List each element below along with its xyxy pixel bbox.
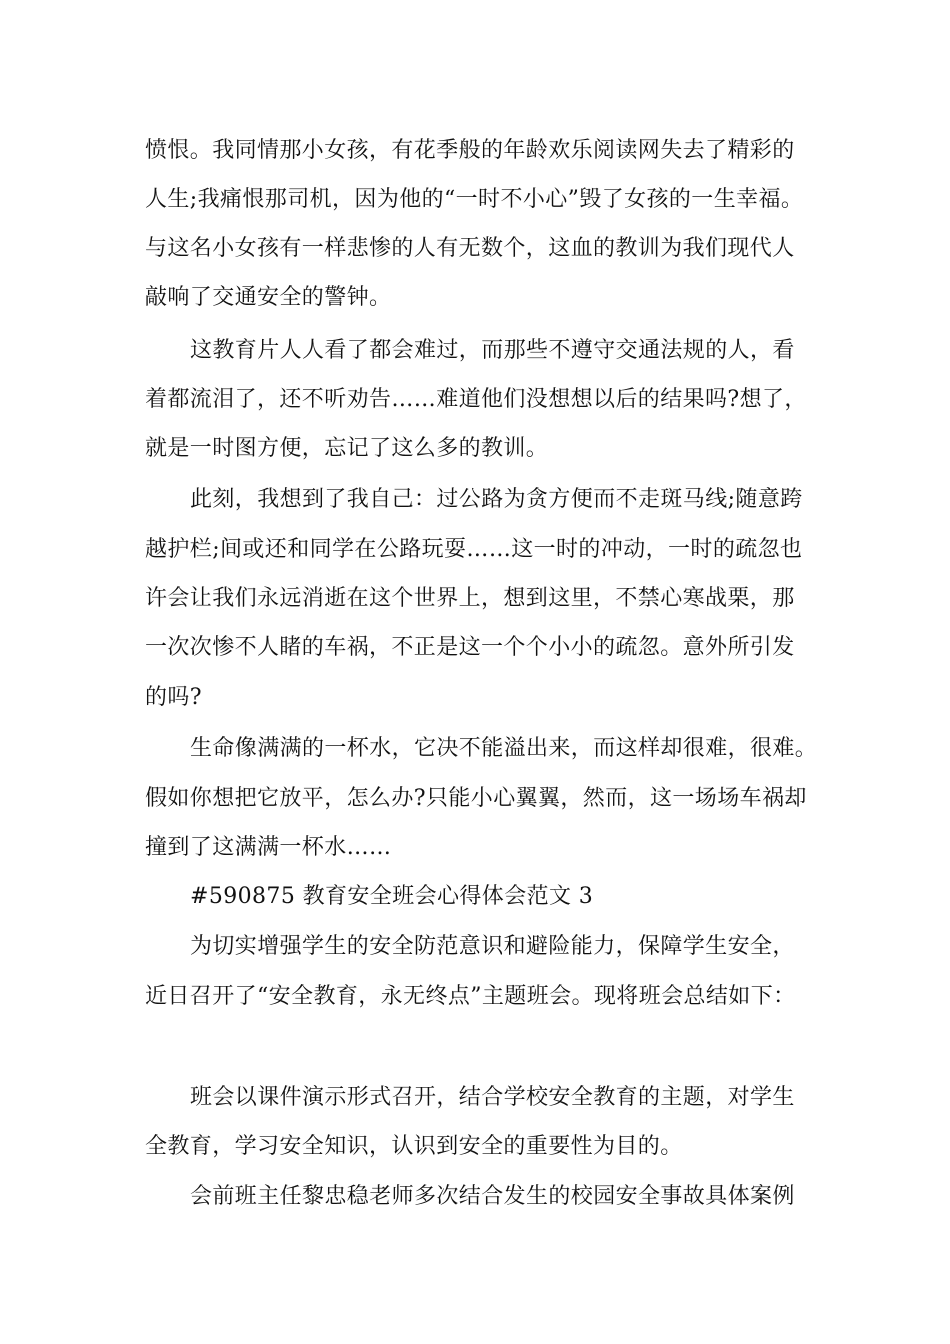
text-line: 愤恨。我同情那小女孩，有花季般的年龄欢乐阅读网失去了精彩的 <box>145 138 795 163</box>
text-line: 近日召开了“安全教育，永无终点”主题班会。现将班会总结如下： <box>145 984 796 1009</box>
text-line: 这教育片人人看了都会难过，而那些不遵守交通法规的人，看 <box>190 338 795 363</box>
text-line: 假如你想把它放平，怎么办?只能小心翼翼，然而，这一场场车祸却 <box>145 786 807 811</box>
text-line: 生命像满满的一杯水，它决不能溢出来，而这样却很难，很难。 <box>190 736 818 761</box>
text-line: 的吗? <box>145 685 202 710</box>
text-line: 此刻，我想到了我自己：过公路为贪方便而不走斑马线;随意跨 <box>190 487 803 512</box>
text-line: 班会以课件演示形式召开，结合学校安全教育的主题，对学生 <box>190 1085 795 1110</box>
text-line: 越护栏;间或还和同学在公路玩耍……这一时的冲动，一时的疏忽也 <box>145 537 803 562</box>
text-line: 敲响了交通安全的警钟。 <box>145 285 392 310</box>
text-line: 为切实增强学生的安全防范意识和避险能力，保障学生安全， <box>190 934 795 959</box>
text-line: 一次次惨不人睹的车祸，不正是这一个个小小的疏忽。意外所引发 <box>145 635 795 660</box>
text-line: 撞到了这满满一杯水…… <box>145 835 392 860</box>
text-line: 全教育，学习安全知识，认识到安全的重要性为目的。 <box>145 1134 683 1159</box>
text-line: 许会让我们永远消逝在这个世界上，想到这里，不禁心寒战栗，那 <box>145 586 795 611</box>
text-line: 会前班主任黎忠稳老师多次结合发生的校园安全事故具体案例 <box>190 1184 795 1209</box>
text-line: 与这名小女孩有一样悲惨的人有无数个，这血的教训为我们现代人 <box>145 236 795 261</box>
text-line: 着都流泪了，还不听劝告……难道他们没想想以后的结果吗?想了， <box>145 387 807 412</box>
text-line: 就是一时图方便，忘记了这么多的教训。 <box>145 436 549 461</box>
text-line: 人生;我痛恨那司机，因为他的“一时不小心”毁了女孩的一生幸福。 <box>145 187 804 212</box>
section-heading: #590875 教育安全班会心得体会范文 3 <box>190 884 594 909</box>
